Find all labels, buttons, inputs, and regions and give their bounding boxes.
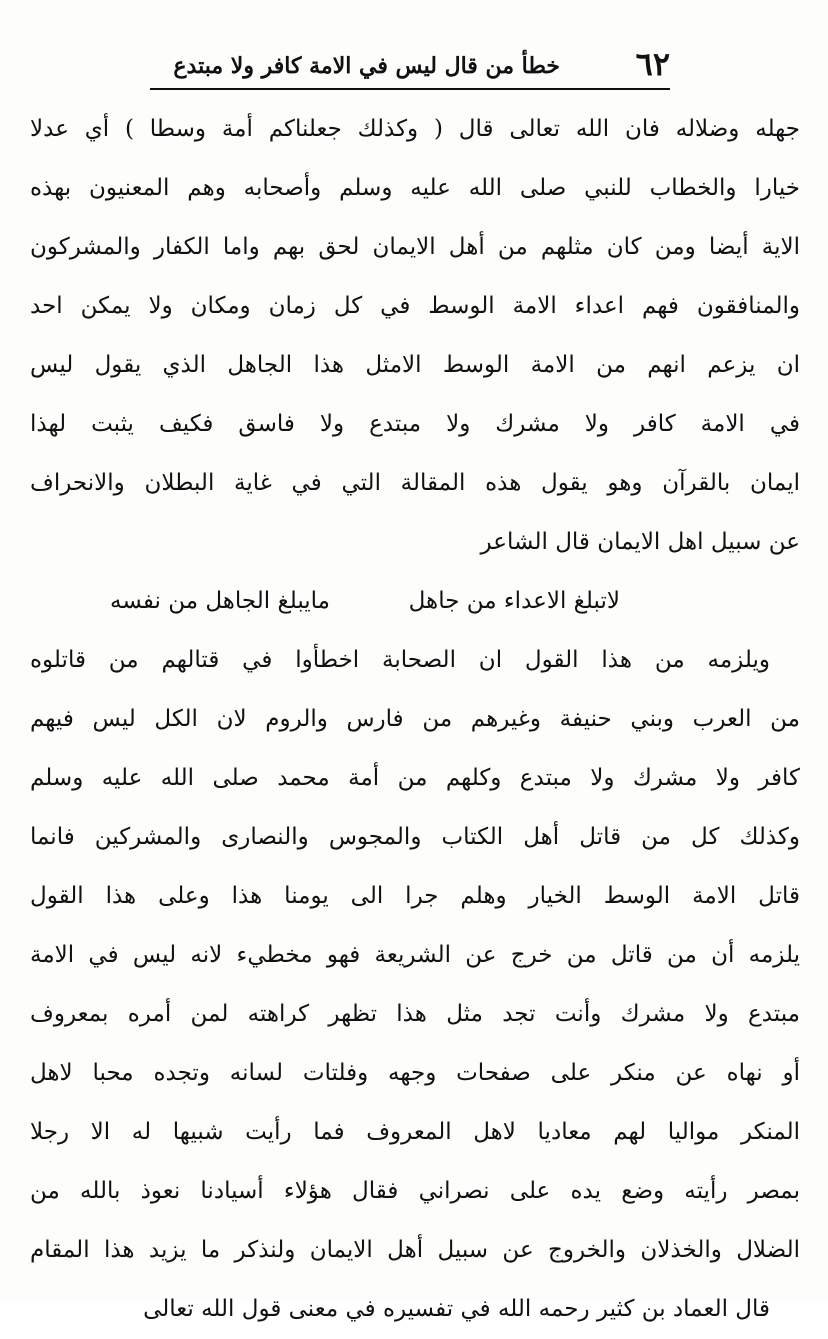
body-text [30,100,800,1339]
text-line: ايمان بالقرآن وهو يقول هذه المقالة التي في غاية البطلان والانحراف [30,470,800,496]
text-line: قاتل الامة الوسط الخيار وهلم جرا الى يومنا هذا وعلى هذا القول [30,883,800,909]
text-line: قال العماد بن كثير رحمه الله في تفسيره في معنى قول الله تعالى [143,1296,770,1322]
text-line: الاية أيضا ومن كان مثلهم من أهل الايمان لحق بهم واما الكفار والمشركون [30,234,800,260]
text-line: جهله وضلاله فان الله تعالى قال ( وكذلك جعلناكم أمة وسطا ) أي عدلا [30,116,800,142]
text-line: من العرب وبني حنيفة وغيرهم من فارس والروم لان الكل ليس فيهم [30,706,800,732]
poetry-verse [30,572,800,631]
page-header [150,40,670,90]
verse-second-hemistich: مايبلغ الجاهل من نفسه [110,588,330,614]
header-rule [150,88,670,90]
text-line: ويلزمه من هذا القول ان الصحابة اخطأوا في قتالهم من قاتلوه [30,647,770,673]
text-line: وكذلك كل من قاتل أهل الكتاب والمجوس والنصارى والمشركين فانما [30,824,800,850]
text-line: عن سبيل اهل الايمان قال الشاعر [480,529,800,555]
text-line: خيارا والخطاب للنبي صلى الله عليه وسلم وأصحابه وهم المعنيون بهذه [30,175,800,201]
text-line: كافر ولا مشرك ولا مبتدع وكلهم من أمة محمد صلى الله عليه وسلم [30,765,800,791]
text-line: بمصر رأيته وضع يده على نصراني فقال هؤلاء أسيادنا نعوذ بالله من [30,1178,800,1204]
page-number: ٦٢ [635,45,670,83]
text-line: في الامة كافر ولا مشرك ولا مبتدع ولا فاسق فكيف يثبت لهذا [30,411,800,437]
text-line: الضلال والخذلان والخروج عن سبيل أهل الايمان ولنذكر ما يزيد هذا المقام [30,1237,800,1263]
text-line: المنكر مواليا لهم معاديا لاهل المعروف فما رأيت شبيها له الا رجلا [30,1119,800,1145]
text-line: يلزمه أن من قاتل من خرج عن الشريعة فهو مخطيء لانه ليس في الامة [30,942,800,968]
text-line: ان يزعم انهم من الامة الوسط الامثل هذا الجاهل الذي يقول ليس [30,352,800,378]
verse-first-hemistich: لاتبلغ الاعداء من جاهل [408,588,620,614]
text-line: مبتدع ولا مشرك وأنت تجد مثل هذا تظهر كراهته لمن أمره بمعروف [30,1001,800,1027]
running-title: خطأ من قال ليس في الامة كافر ولا مبتدع [173,53,560,79]
text-line: أو نهاه عن منكر على صفحات وجهه وفلتات لسانه وتجده محبا لاهل [30,1060,800,1086]
text-line: والمنافقون فهم اعداء الامة الوسط في كل زمان ومكان ولا يمكن احد [30,293,800,319]
